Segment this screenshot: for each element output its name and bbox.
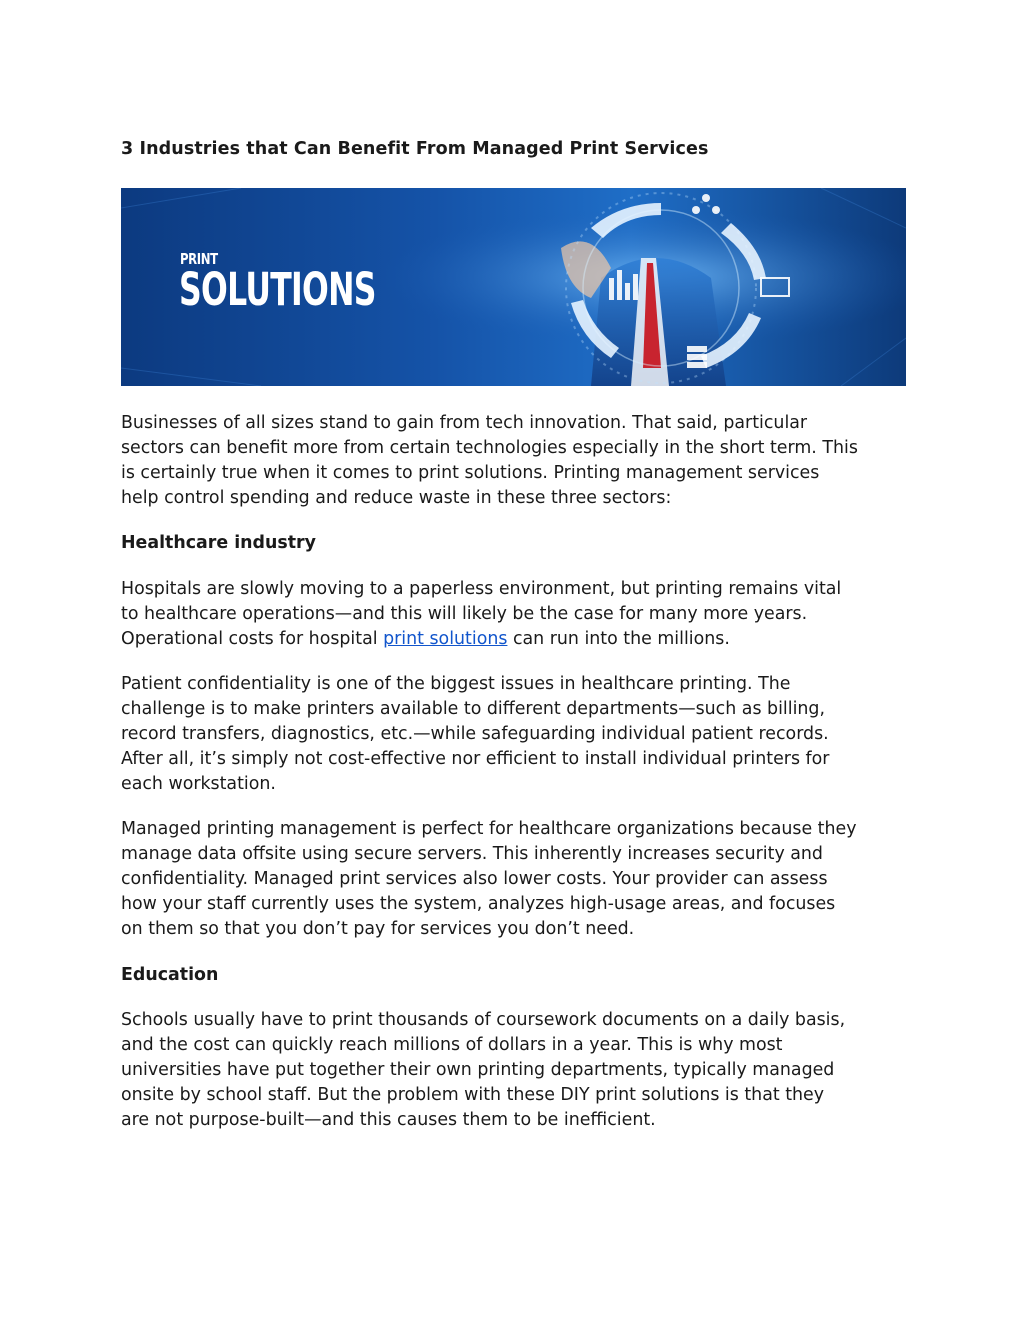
text-line: confidentiality. Managed print services also lower costs. Your provider can assess (121, 869, 828, 889)
section-heading-education: Education (121, 965, 219, 985)
text-line: universities have put together their own printing departments, typically managed (121, 1060, 835, 1080)
print-solutions-link[interactable]: print solutions (383, 629, 508, 649)
page-title: 3 Industries that Can Benefit From Managed Print Services (121, 139, 709, 159)
healthcare-paragraph-2 (121, 672, 911, 797)
text-line: how your staff currently uses the system, analyzes high-usage areas, and focuses (121, 894, 836, 914)
text-line: Managed printing management is perfect for healthcare organizations because they (121, 819, 857, 839)
healthcare-paragraph-1 (121, 577, 911, 652)
text-line: each workstation. (121, 774, 276, 794)
print-solutions-banner (121, 188, 906, 386)
text-line: Hospitals are slowly moving to a paperless environment, but printing remains vital (121, 579, 842, 599)
banner-print-text: PRINT (180, 250, 218, 268)
text-line: can run into the millions. (507, 629, 730, 649)
text-line: manage data offsite using secure servers. This inherently increases security and (121, 844, 823, 864)
text-line: are not purpose-built—and this causes them to be inefficient. (121, 1110, 656, 1130)
text-line: Schools usually have to print thousands of coursework documents on a daily basis, (121, 1010, 846, 1030)
text-line: sectors can benefit more from certain technologies especially in the short term. This (121, 438, 858, 458)
section-heading-healthcare: Healthcare industry (121, 533, 316, 553)
education-paragraph-1 (121, 1008, 911, 1133)
text-line: on them so that you don’t pay for services you don’t need. (121, 919, 635, 939)
banner-solutions-text: SOLUTIONS (179, 263, 376, 316)
text-line: Operational costs for hospital (121, 629, 384, 649)
text-line: help control spending and reduce waste in these three sectors: (121, 488, 672, 508)
text-line: challenge is to make printers available to different departments—such as billing, (121, 699, 825, 719)
healthcare-paragraph-3 (121, 817, 911, 942)
intro-paragraph (121, 411, 911, 511)
text-line: onsite by school staff. But the problem with these DIY print solutions is that they (121, 1085, 825, 1105)
text-line: is certainly true when it comes to print solutions. Printing management services (121, 463, 820, 483)
text-line: to healthcare operations—and this will likely be the case for many more years. (121, 604, 808, 624)
text-line: Patient confidentiality is one of the biggest issues in healthcare printing. The (121, 674, 791, 694)
text-line: record transfers, diagnostics, etc.—while safeguarding individual patient records. (121, 724, 829, 744)
text-line: and the cost can quickly reach millions of dollars in a year. This is why most (121, 1035, 783, 1055)
text-line: Businesses of all sizes stand to gain from tech innovation. That said, particular (121, 413, 808, 433)
text-line: After all, it’s simply not cost-effective nor efficient to install individual printers for (121, 749, 830, 769)
